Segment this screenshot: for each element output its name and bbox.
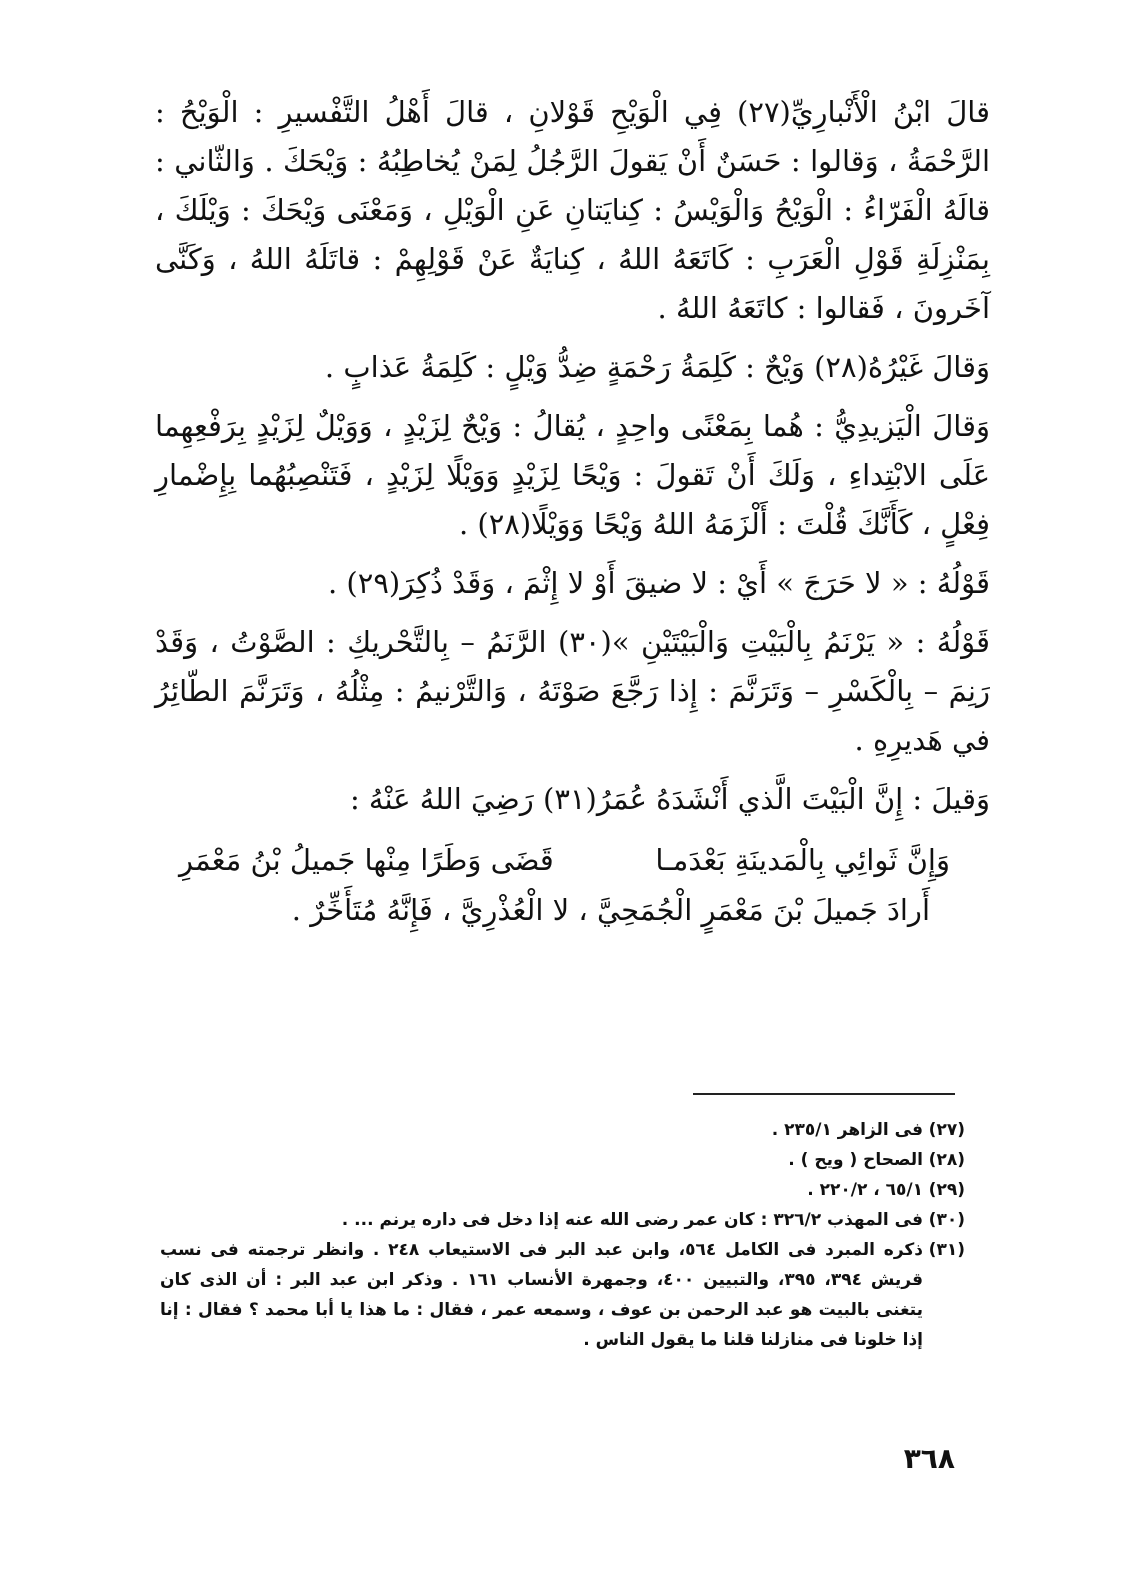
footnote-item bbox=[160, 1175, 965, 1205]
verse-second-hemistich: قَضَى وَطَرًا مِنْها جَميلُ بْنُ مَعْمَرِ bbox=[179, 843, 554, 877]
footnote-number: (٣١) bbox=[928, 1240, 965, 1260]
paragraph-al-yazidi: وَقالَ الْيَزيدِيُّ : هُما بِمَعْنًى واحِدٍ ، يُقالُ : وَيْحٌ لِزَيْدٍ ، وَوَيْلٌ لِزَيْدٍ بِرَفْعِهِما عَلَى الابْتِداءِ ، وَلَكَ أَنْ تَقولَ : وَيْحًا لِزَيْدٍ وَوَيْلًا لِزَيْدٍ ، فَتَنْصِبُهُما بِإِضْمارِ فِعْلٍ ، كَأَنَّكَ قُلْتَ : أَلْزَمَهُ اللهُ وَيْحًا وَوَيْلًا(٢٨) . bbox=[155, 409, 990, 541]
footnote-item bbox=[160, 1235, 965, 1355]
footnote-number: (٣٠) bbox=[928, 1210, 965, 1230]
paragraph-yarnamu: قَوْلُهُ : « يَرْنَمُ بِالْبَيْتِ وَالْبَيْتَيْنِ »(٣٠) الرَّنَمُ – بِالتَّحْريكِ : الصَّوْتُ ، وَقَدْ رَنِمَ – بِالْكَسْرِ – وَتَرَنَّمَ : إِذا رَجَّعَ صَوْتَهُ ، وَالتَّرْنيمُ : مِثْلُهُ ، وَتَرَنَّمَ الطّائِرُ في هَديرِهِ . bbox=[155, 625, 990, 757]
paragraph-after-verse: أَرادَ جَميلَ بْنَ مَعْمَرٍ الْجُمَحِيَّ ، لا الْعُذْرِيَّ ، فَإِنَّهُ مُتَأَخِّرٌ . bbox=[291, 893, 930, 927]
footnote-item bbox=[160, 1205, 965, 1235]
poetry-verse bbox=[155, 834, 990, 886]
footnote-number: (٢٨) bbox=[928, 1150, 965, 1170]
footnote-text: فى المهذب ٣٢٦/٢ : كان عمر رضى الله عنه إذا دخل فى داره يرنم ... . bbox=[341, 1210, 923, 1230]
footnote-item bbox=[160, 1145, 965, 1175]
paragraph-wa-qila: وَقيلَ : إِنَّ الْبَيْتَ الَّذي أَنْشَدَهُ عُمَرُ(٣١) رَضِيَ اللهُ عَنْهُ : bbox=[349, 782, 990, 816]
footnote-divider bbox=[693, 1093, 955, 1095]
footnote-text: ذكره المبرد فى الكامل ٥٦٤، وابن عبد البر فى الاستيعاب ٢٤٨ . وانظر ترجمته فى نسب قريش ٣٩٤، ٣٩٥، والتبيين ٤٠٠، وجمهرة الأنساب ١٦١ . وذكر ابن عبد البر : أن الذى كان يتغنى بالبيت هو عبد الرحمن بن عوف ، وسمعه عمر ، فقال : ما هذا يا أبا محمد ؟ فقال : إنا إذا خلونا فى منازلنا قلنا ما يقول الناس . bbox=[160, 1240, 923, 1350]
footnote-text: الصحاح ( ويح ) . bbox=[788, 1150, 923, 1170]
footnote-text: فى الزاهر ٢٣٥/١ . bbox=[771, 1120, 923, 1140]
footnote-number: (٢٧) bbox=[928, 1120, 965, 1140]
verse-first-hemistich: وَإِنَّ ثَوائِي بِالْمَدينَةِ بَعْدَمـا bbox=[655, 843, 950, 877]
paragraph-ghayruhu: وَقالَ غَيْرُهُ(٢٨) وَيْحٌ : كَلِمَةُ رَحْمَةٍ ضِدُّ وَيْلٍ : كَلِمَةُ عَذابٍ . bbox=[324, 350, 990, 384]
main-text bbox=[155, 88, 990, 945]
paragraph-ibn-al-anbari: قالَ ابْنُ الْأَنْبارِيِّ(٢٧) فِي الْوَيْحِ قَوْلانِ ، قالَ أَهْلُ التَّفْسيرِ : الْوَيْحُ : الرَّحْمَةُ ، وَقالوا : حَسَنٌ أَنْ يَقولَ الرَّجُلُ لِمَنْ يُخاطِبُهُ : وَيْحَكَ . وَالثّاني : قالَهُ الْفَرّاءُ : الْوَيْحُ وَالْوَيْسُ : كِنايَتانِ عَنِ الْوَيْلِ ، وَمَعْنَى وَيْحَكَ : وَيْلَكَ ، بِمَنْزِلَةِ قَوْلِ الْعَرَبِ : كَاتَعَهُ اللهُ ، كِنايَةٌ عَنْ قَوْلِهِمْ : قاتَلَهُ اللهُ ، وَكَنَّى آخَرونَ ، فَقالوا : كاتَعَهُ اللهُ . bbox=[155, 95, 990, 325]
footnotes bbox=[160, 1115, 965, 1355]
paragraph-la-haraj: قَوْلُهُ : « لا حَرَجَ » أَيْ : لا ضيقَ أَوْ لا إِثْمَ ، وَقَدْ ذُكِرَ(٢٩) . bbox=[327, 566, 990, 600]
footnote-text: ٦٥/١ ، ٢٢٠/٢ . bbox=[807, 1180, 923, 1200]
footnote-item bbox=[160, 1115, 965, 1145]
footnote-number: (٢٩) bbox=[928, 1180, 965, 1200]
page-number: ٣٦٨ bbox=[903, 1442, 955, 1475]
